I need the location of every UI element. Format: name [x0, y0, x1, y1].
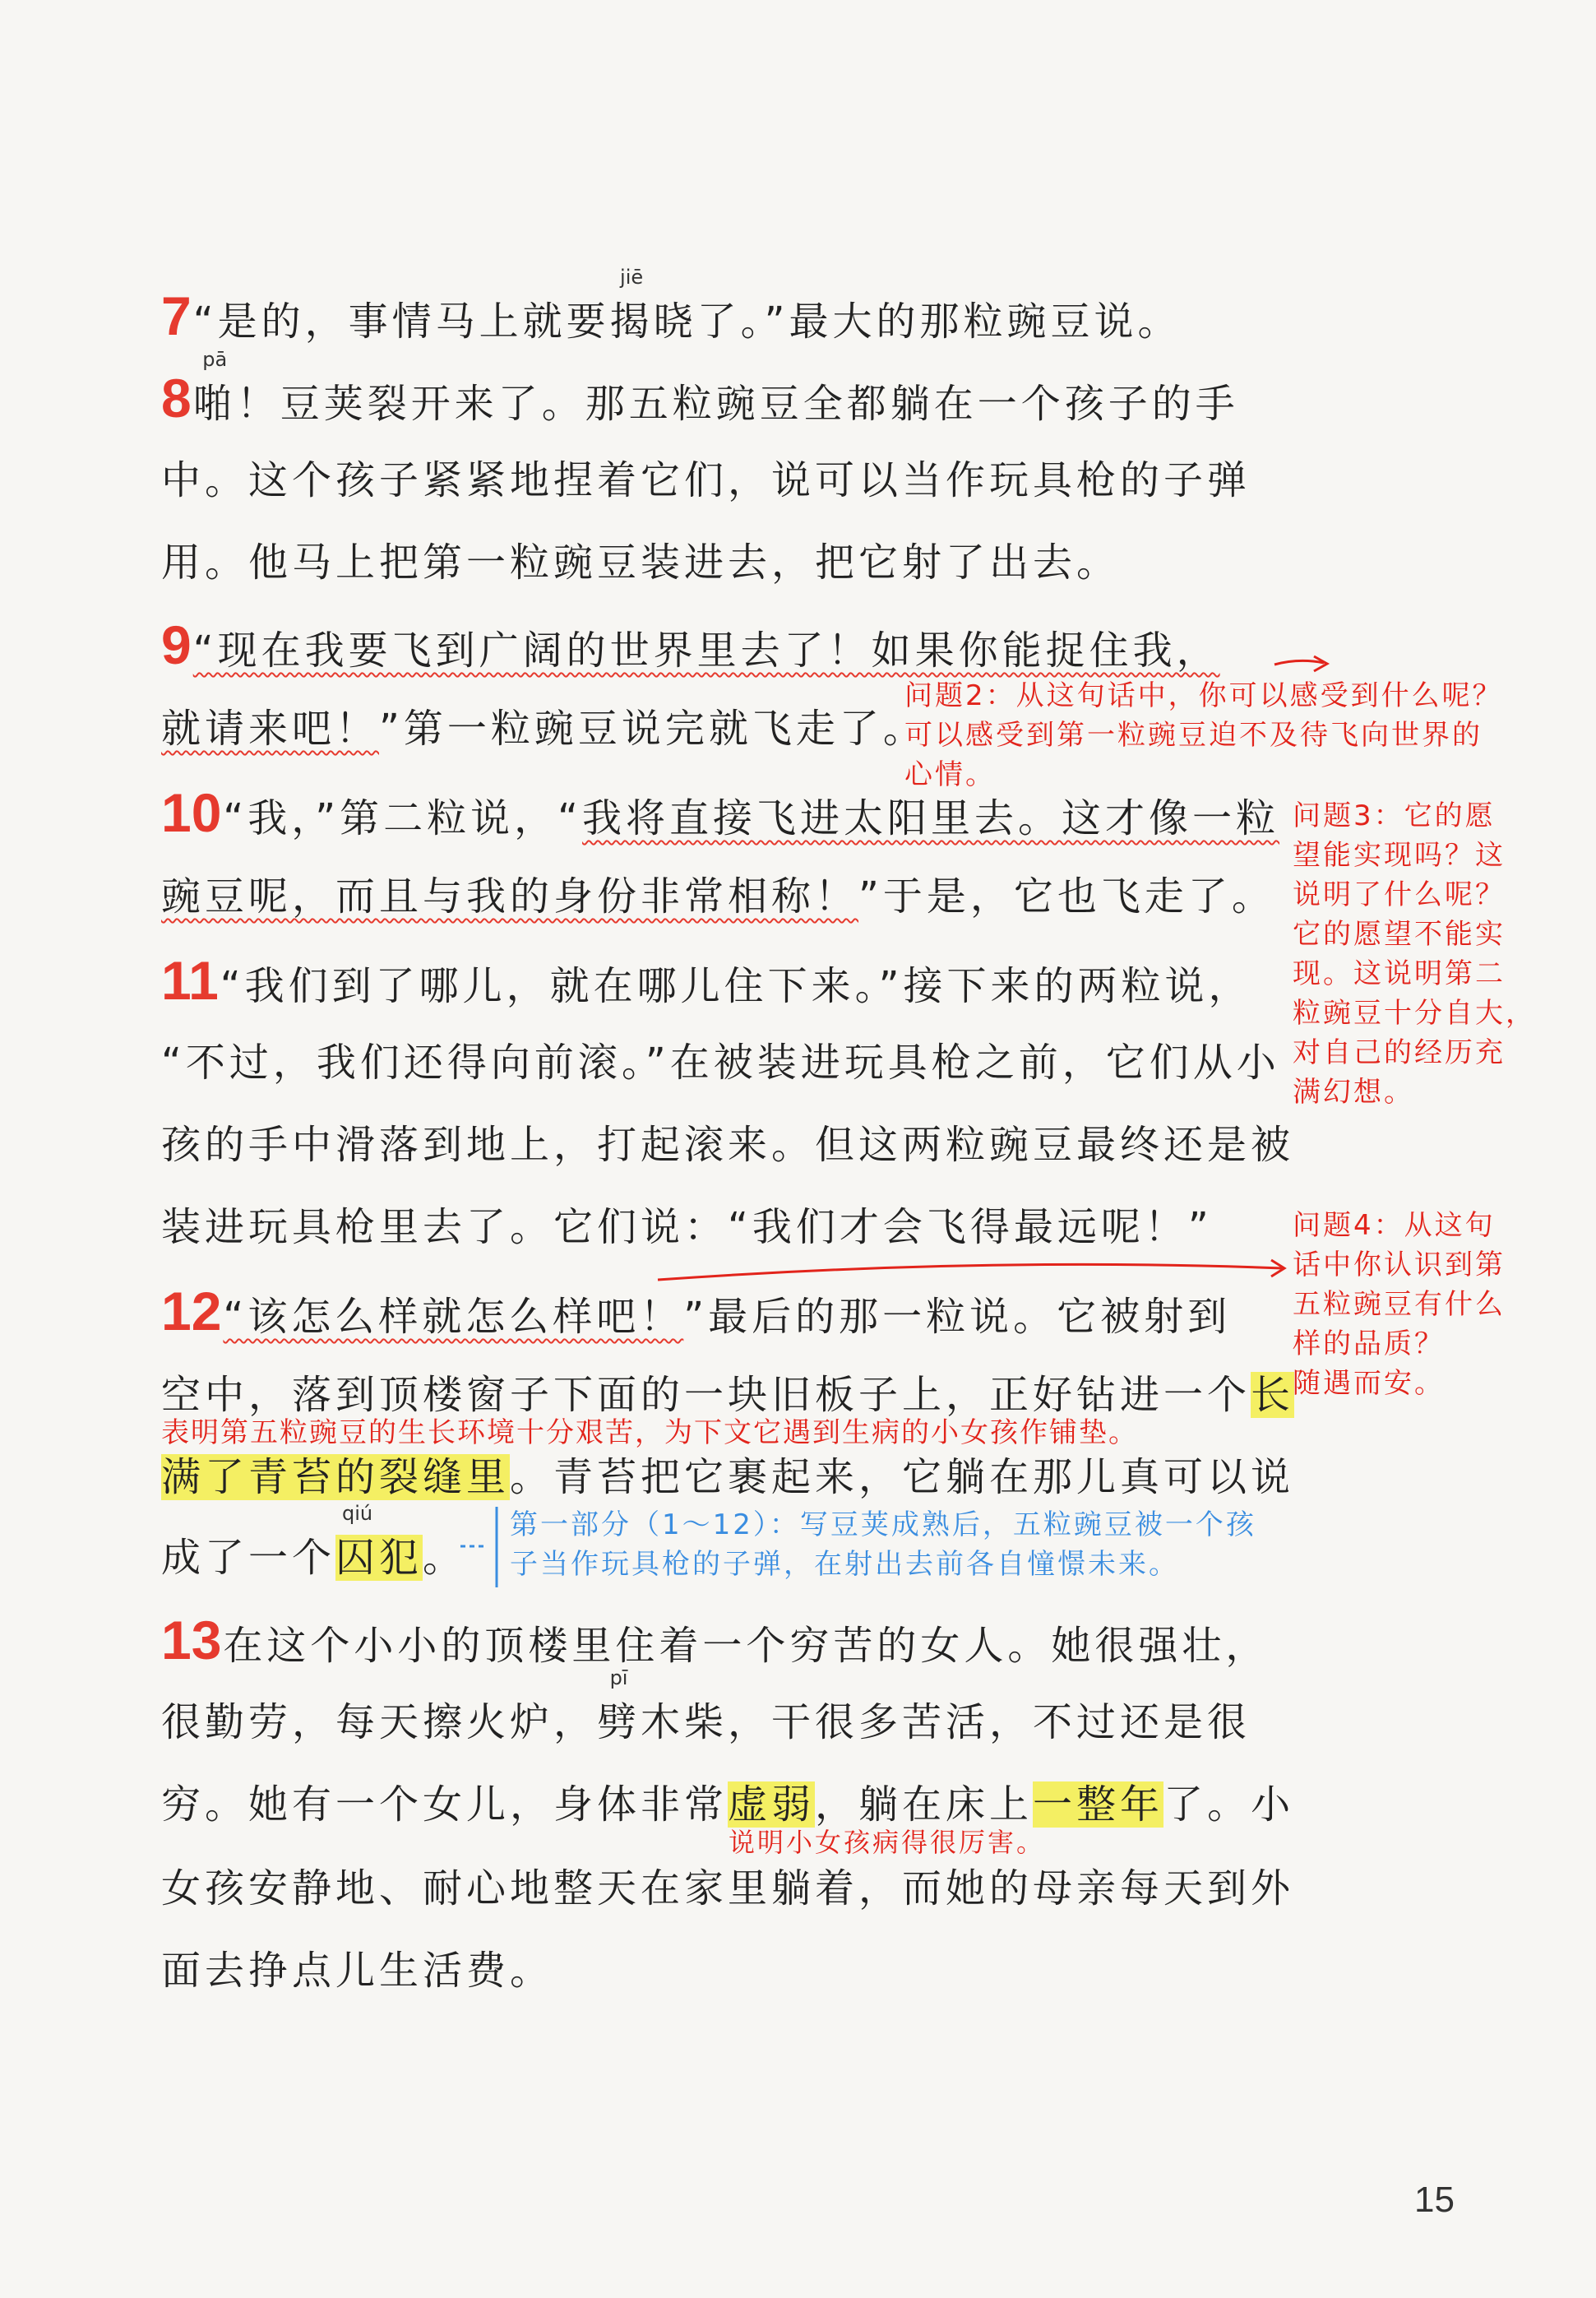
annotation-question-4: 问题4：从这句 话中你认识到第 五粒豌豆有什么 样的品质？ 随遇而安。: [1293, 1209, 1506, 1400]
paragraph-10-line-2: 豌豆呢，而且与我的身份非常相称！”于是，它也飞走了。: [161, 873, 1275, 920]
pinyin-annotation: pā: [202, 348, 228, 371]
paragraph-number-8: 8: [161, 368, 192, 429]
highlighted-text: 一整年: [1033, 1781, 1164, 1828]
paragraph-11-line-1: 11“我们到了哪儿，就在哪儿住下来。”接下来的两粒说，: [161, 950, 1252, 1011]
arrow-to-question-4: [658, 1264, 1283, 1280]
paragraph-12-line-2: 空中，落到顶楼窗子下面的一块旧板子上，正好钻进一个长: [161, 1372, 1295, 1418]
annotation-sick-girl: 说明小女孩病得很厉害。: [729, 1827, 1046, 1858]
pinyin-annotation: pī: [609, 1666, 628, 1689]
pinyin-annotation: jiē: [620, 266, 644, 289]
pinyin-annotation: qiú: [341, 1502, 373, 1525]
arrow-to-question-2: [1274, 660, 1324, 665]
annotation-environment: 表明第五粒豌豆的生长环境十分艰苦，为下文它遇到生病的小女孩作铺垫。: [161, 1416, 1138, 1449]
annotation-question-2: 问题2：从这句话中，你可以感受到什么呢？ 可以感受到第一粒豌豆迫不及待飞向世界的 心情。: [904, 679, 1503, 791]
paragraph-number-10: 10: [161, 782, 222, 843]
highlighted-text: 虚弱: [728, 1781, 816, 1828]
paragraph-12-line-4: 成了一个 qiú 囚犯。: [161, 1531, 1279, 1584]
paragraph-8-line-3: 用。他马上把第一粒豌豆装进去，把它射了出去。: [161, 540, 1121, 586]
paragraph-8-line-1: 8 pā 啪！豆荚裂开来了。那五粒豌豆全都躺在一个孩子的手: [161, 348, 1239, 429]
paragraph-10-line-1: 10“我，”第二粒说，“我将直接飞进太阳里去。这才像一粒: [161, 782, 1280, 843]
ruby-pa: pā 啪: [192, 348, 237, 427]
paragraph-12-line-3: 满了青苔的裂缝里。青苔把它裹起来，它躺在那儿真可以说: [161, 1454, 1295, 1500]
paragraph-number-12: 12: [161, 1281, 222, 1341]
paragraph-7-line-1: 7“是的，事情马上就要 jiē 揭晓了。”最大的那粒豌豆说。: [161, 266, 1182, 346]
paragraph-number-13: 13: [161, 1610, 222, 1670]
page-number: 15: [1414, 2180, 1455, 2220]
paragraph-12-line-1: 12“该怎么样就怎么样吧！”最后的那一粒说。它被射到: [161, 1281, 1232, 1341]
paragraph-13-line-2: 很勤劳，每天擦火炉， pī 劈木柴，干很多苦活，不过还是很: [161, 1696, 1279, 1749]
paragraph-number-9: 9: [161, 614, 192, 675]
paragraph-13-line-3: 穷。她有一个女儿，身体非常虚弱，躺在床上一整年了。小: [161, 1781, 1295, 1828]
highlighted-text: 长: [1251, 1372, 1295, 1418]
annotation-question-3: 问题3：它的愿 望能实现吗？这 说明了什么呢？ 它的愿望不能实 现。这说明第二 粒豌豆十分自大， 对自己的经历充 满幻想。: [1293, 799, 1536, 1109]
paragraph-number-7: 7: [161, 285, 192, 346]
paragraph-13-line-1: 13在这个小小的顶楼里住着一个穷苦的女人。她很强壮，: [161, 1610, 1270, 1670]
arrow-head-icon: [1314, 656, 1327, 671]
paragraph-number-11: 11: [161, 950, 219, 1011]
paragraph-11-line-3: 孩的手中滑落到地上，打起滚来。但这两粒豌豆最终还是被: [161, 1122, 1295, 1168]
annotation-part-one-summary: 第一部分（1～12）：写豆荚成熟后，五粒豌豆被一个孩 子当作玩具枪的子弹，在射出去前各自憧憬未来。: [510, 1508, 1256, 1581]
wavy-underlined-text: 我将直接飞进太阳里去。这才像一粒: [582, 795, 1280, 841]
paragraph-9-line-2: 就请来吧！”第一粒豌豆说完就飞走了。: [161, 706, 927, 752]
paragraph-13-line-4: 女孩安静地、耐心地整天在家里躺着，而她的母亲每天到外: [161, 1865, 1295, 1911]
wavy-underlined-text: “该怎么样就怎么样吧！: [223, 1294, 684, 1340]
highlighted-text: 满了青苔的裂缝里: [161, 1454, 511, 1500]
paragraph-8-line-2: 中。这个孩子紧紧地捏着它们，说可以当作玩具枪的子弹: [161, 457, 1251, 503]
wavy-underlined-text: 豌豆呢，而且与我的身份非常相称！: [161, 873, 859, 920]
highlighted-text: 囚犯: [335, 1535, 423, 1581]
wavy-underlined-text: 就请来吧！: [161, 706, 380, 752]
paragraph-11-line-2: “不过，我们还得向前滚。”在被装进玩具枪之前，它们从小: [161, 1040, 1280, 1086]
paragraph-13-line-5: 面去挣点儿生活费。: [161, 1948, 554, 1994]
ruby-jie: jiē 揭: [609, 266, 654, 345]
paragraph-11-line-4: 装进玩具枪里去了。它们说：“我们才会飞得最远呢！”: [161, 1204, 1213, 1250]
wavy-underlined-text: “现在我要飞到广阔的世界里去了！如果你能捉住我，: [192, 628, 1220, 674]
ruby-pi: pī 劈: [597, 1666, 641, 1745]
